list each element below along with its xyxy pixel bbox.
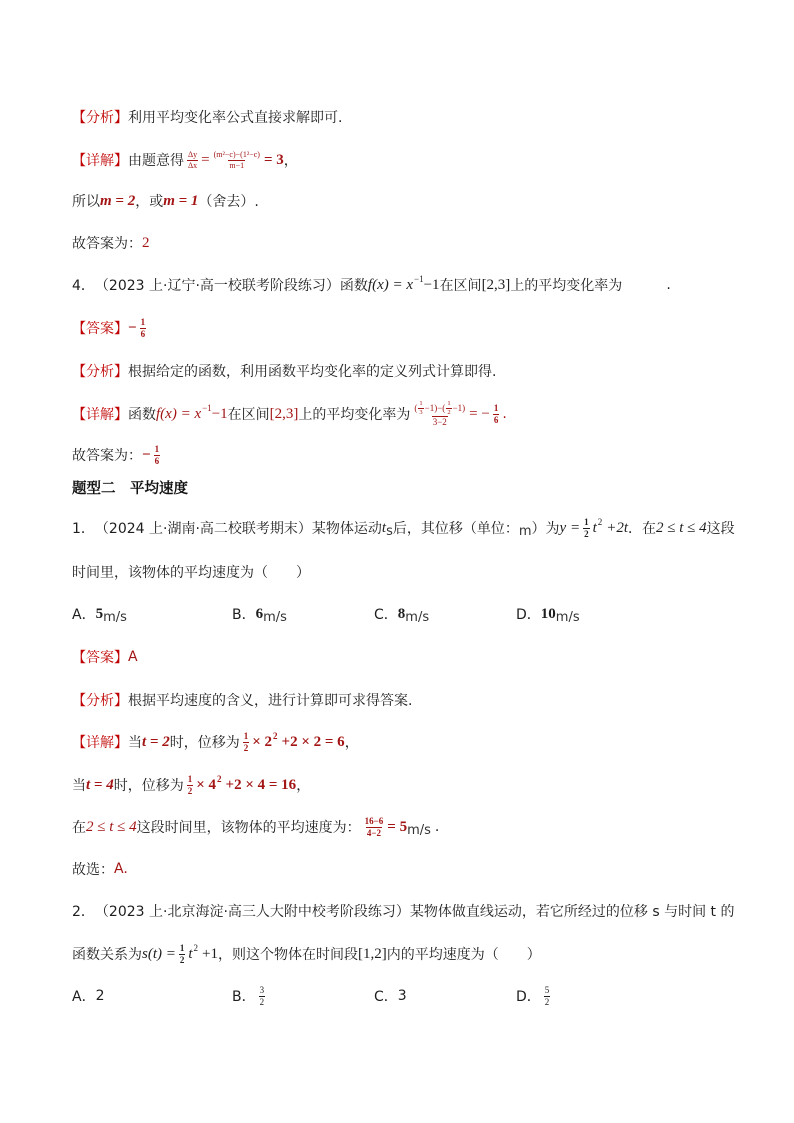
analysis-tag: 【分析】 bbox=[72, 364, 128, 380]
option-fraction bbox=[259, 985, 266, 1007]
half-fraction bbox=[243, 731, 250, 753]
fraction-denominator: 2 bbox=[447, 408, 451, 416]
q2-stem-line-2 bbox=[72, 940, 541, 968]
question-number: 1． bbox=[72, 521, 95, 537]
option-b bbox=[232, 600, 287, 628]
y-equals: y = bbox=[559, 519, 581, 536]
analysis-tag: 【分析】 bbox=[72, 693, 128, 709]
stem-text: 函数关系为 bbox=[72, 947, 142, 963]
detail-result: = 3 bbox=[263, 151, 284, 168]
option-c bbox=[374, 600, 429, 628]
detail-end: . bbox=[434, 819, 440, 835]
half-fraction bbox=[179, 943, 186, 965]
interval: [2,3] bbox=[269, 405, 299, 422]
q1-stem-line-1 bbox=[72, 514, 735, 542]
stem-text: 上的平均变化率为 bbox=[510, 278, 623, 294]
function-tail: −1 bbox=[423, 276, 440, 293]
final-answer-label: 故答案为： bbox=[72, 448, 142, 464]
detail-tag: 【详解】 bbox=[72, 153, 128, 169]
prev-final-answer-line bbox=[72, 229, 150, 257]
fraction-numerator: 5 bbox=[544, 985, 550, 996]
stem-text: ，则这个物体在时间段 bbox=[218, 947, 359, 963]
option-value: 2 bbox=[95, 988, 105, 1004]
question-number: 2． bbox=[72, 904, 95, 920]
option-unit: m/s bbox=[555, 609, 580, 625]
stem-text: 内的平均速度为（ ） bbox=[386, 947, 541, 963]
velocity-fraction bbox=[364, 816, 385, 838]
detail-end: ， bbox=[283, 153, 298, 169]
fraction-numerator: Δy bbox=[188, 150, 198, 160]
conclusion-mid: ，或 bbox=[135, 194, 164, 210]
q2-stem-line-1 bbox=[72, 897, 735, 925]
fraction-numerator: 1 bbox=[179, 943, 185, 954]
time-range: 2 ≤ t ≤ 4 bbox=[656, 519, 707, 536]
q1-conclusion-line bbox=[72, 855, 128, 883]
exponent: 2 bbox=[193, 943, 199, 953]
detail-tag: 【详解】 bbox=[72, 407, 128, 423]
fraction-numerator: 1 bbox=[154, 444, 160, 455]
exponent: −1 bbox=[202, 403, 212, 413]
stem-end: . bbox=[666, 277, 671, 293]
exponent: 2 bbox=[217, 774, 222, 784]
time-variable: t bbox=[381, 519, 387, 536]
minus-sign: − bbox=[128, 319, 137, 336]
answer-fraction bbox=[140, 317, 147, 339]
option-d bbox=[516, 600, 580, 628]
fraction-numerator: 3 bbox=[259, 985, 265, 996]
function-expression: f(x) = x bbox=[156, 405, 202, 422]
function-tail: −1 bbox=[211, 405, 228, 422]
q1-analysis-line bbox=[72, 686, 412, 714]
detail-text: 时，位移为 bbox=[169, 735, 240, 751]
displacement-unit: m bbox=[518, 523, 532, 539]
stem-text: ）为 bbox=[531, 521, 560, 537]
fraction-denominator: 2 bbox=[179, 954, 185, 965]
fraction-numerator: 1 bbox=[493, 403, 499, 414]
t-variable: t bbox=[188, 945, 193, 962]
option-unit: m/s bbox=[103, 609, 127, 625]
fraction-denominator: 2 bbox=[259, 996, 265, 1007]
option-letter: C． bbox=[374, 989, 398, 1005]
math-m-value: m = 1 bbox=[163, 192, 199, 209]
option-a bbox=[72, 982, 105, 1010]
q4-stem-line bbox=[72, 271, 671, 299]
function-expression: s(t) = bbox=[142, 945, 176, 962]
section-title: 题型二 平均速度 bbox=[72, 480, 188, 497]
conclusion-pre: 所以 bbox=[72, 194, 100, 210]
exponent: 2 bbox=[597, 517, 603, 527]
analysis-text: 根据给定的函数，利用函数平均变化率的定义列式计算即得. bbox=[128, 364, 497, 380]
detail-text: 当 bbox=[128, 735, 142, 751]
stem-text: 时间里，该物体的平均速度为（ ） bbox=[72, 565, 310, 581]
fraction-denominator: 6 bbox=[140, 328, 146, 339]
expression-part: × 2 bbox=[252, 733, 273, 750]
fraction-numerator: 1 bbox=[140, 317, 146, 328]
q1-options bbox=[72, 600, 692, 628]
question-source: （2024 上·湖南·高二校联考期末） bbox=[94, 521, 312, 537]
fraction-denominator: 2 bbox=[243, 742, 249, 753]
option-d bbox=[516, 982, 553, 1010]
fraction-numerator: 1 bbox=[187, 774, 193, 785]
fraction-denominator: 6 bbox=[154, 455, 160, 466]
prev-analysis-line bbox=[72, 103, 342, 131]
fraction-numerator: 1 bbox=[447, 400, 451, 408]
conclusion-label: 故选： bbox=[72, 862, 114, 878]
fraction-numerator: 16−6 bbox=[364, 816, 384, 827]
stem-text: 在区间 bbox=[439, 278, 482, 294]
expression-part: +2 × 4 = 16 bbox=[225, 776, 297, 793]
detail-end: ， bbox=[344, 735, 359, 751]
exponent: −1 bbox=[414, 274, 424, 284]
half-fraction bbox=[187, 774, 194, 796]
fraction-numerator bbox=[413, 400, 466, 416]
difference-fraction bbox=[213, 150, 261, 169]
equals-minus: = − bbox=[469, 405, 490, 422]
option-unit: m/s bbox=[263, 609, 287, 625]
q2-options bbox=[72, 982, 692, 1010]
option-value: 5 bbox=[95, 605, 104, 622]
detail-text: 在区间 bbox=[227, 407, 270, 423]
q1-answer-line bbox=[72, 643, 138, 671]
final-answer-label: 故答案为： bbox=[72, 236, 142, 252]
detail-tag: 【详解】 bbox=[72, 735, 128, 751]
fraction-numerator: 1 bbox=[243, 731, 249, 742]
fraction-denominator: Δx bbox=[188, 160, 198, 170]
option-fraction bbox=[544, 985, 551, 1007]
option-c bbox=[374, 982, 407, 1010]
inner-fraction bbox=[418, 400, 423, 416]
detail-text: 这段时间里，该物体的平均速度为： bbox=[136, 820, 361, 836]
fraction-denominator: 3 bbox=[419, 408, 423, 416]
option-value: 3 bbox=[397, 988, 407, 1004]
stem-text: 这段 bbox=[706, 521, 735, 537]
fraction-denominator: 6 bbox=[493, 414, 499, 425]
time-condition: t = 4 bbox=[86, 776, 114, 793]
q1-stem-line-2 bbox=[72, 558, 310, 586]
fraction-numerator: 1 bbox=[584, 517, 589, 528]
numerator-middle: −1)−( bbox=[424, 403, 446, 414]
stem-text: ．在 bbox=[628, 521, 657, 537]
result-fraction bbox=[493, 403, 500, 425]
answer-tag: 【答案】 bbox=[72, 321, 128, 337]
detail-end: ， bbox=[296, 778, 311, 794]
prev-conclusion-line bbox=[72, 187, 259, 215]
stem-text: 某物体运动 bbox=[311, 521, 382, 537]
option-value: 10 bbox=[540, 605, 556, 622]
analysis-text: 利用平均变化率公式直接求解即可. bbox=[128, 110, 343, 126]
time-condition: t = 2 bbox=[142, 733, 170, 750]
section-title-line bbox=[72, 473, 188, 501]
fraction-numerator: 1 bbox=[419, 400, 423, 408]
fraction-denominator: 3−2 bbox=[432, 417, 447, 428]
option-b bbox=[232, 982, 268, 1010]
expression-tail: +2t bbox=[606, 519, 629, 536]
question-number: 4． bbox=[72, 278, 95, 294]
option-letter: D． bbox=[516, 989, 541, 1005]
q4-answer-line bbox=[72, 314, 149, 342]
minus-sign: − bbox=[142, 446, 151, 463]
option-letter: B． bbox=[232, 607, 256, 623]
answer-tag: 【答案】 bbox=[72, 650, 128, 666]
t-variable: t bbox=[592, 519, 597, 536]
detail-text: 上的平均变化率为 bbox=[298, 407, 411, 423]
delta-fraction bbox=[187, 150, 198, 169]
half-fraction bbox=[583, 517, 590, 539]
math-m-value: m = 2 bbox=[100, 192, 136, 209]
option-letter: B． bbox=[232, 989, 256, 1005]
expression-part: +2 × 2 = 6 bbox=[281, 733, 345, 750]
fraction-denominator: 2 bbox=[584, 528, 589, 539]
option-a bbox=[72, 600, 127, 628]
fraction-denominator: 2 bbox=[187, 785, 193, 796]
analysis-tag: 【分析】 bbox=[72, 110, 128, 126]
stem-text: 某物体做直线运动，若它所经过的位移 s 与时间 t 的 bbox=[409, 904, 735, 920]
equals-sign: = bbox=[201, 151, 210, 168]
fraction-numerator: (m²−c)−(1²−c) bbox=[213, 150, 260, 160]
velocity-result: = 5 bbox=[387, 818, 408, 835]
fraction-denominator: 4−2 bbox=[366, 827, 382, 838]
detail-text: 时，位移为 bbox=[113, 778, 184, 794]
time-range: 2 ≤ t ≤ 4 bbox=[86, 818, 137, 835]
rate-fraction bbox=[413, 400, 466, 427]
inner-fraction bbox=[446, 400, 451, 416]
detail-end: . bbox=[502, 406, 507, 422]
option-letter: A． bbox=[72, 607, 96, 623]
expression-part: × 4 bbox=[196, 776, 217, 793]
detail-text: 当 bbox=[72, 778, 86, 794]
q4-detail-line bbox=[72, 400, 507, 428]
detail-text: 在 bbox=[72, 820, 86, 836]
fraction-denominator: m−1 bbox=[229, 160, 245, 170]
stem-text: 函数 bbox=[339, 278, 368, 294]
q1-detail-line-3 bbox=[72, 813, 439, 841]
paren-open: ( bbox=[414, 403, 418, 414]
fraction-denominator: 2 bbox=[544, 996, 550, 1007]
function-expression: f(x) = x bbox=[367, 276, 414, 293]
final-answer-fraction bbox=[154, 444, 161, 466]
q4-final-answer-line bbox=[72, 441, 163, 469]
option-letter: D． bbox=[516, 607, 541, 623]
interval: [1,2] bbox=[358, 945, 387, 962]
expression-tail: +1 bbox=[202, 945, 219, 962]
velocity-unit: m/s bbox=[407, 822, 431, 838]
exponent: 2 bbox=[273, 731, 278, 741]
analysis-text: 根据平均速度的含义，进行计算即可求得答案. bbox=[128, 693, 413, 709]
interval: [2,3] bbox=[481, 276, 511, 293]
option-value: 6 bbox=[255, 605, 264, 622]
q4-analysis-line bbox=[72, 357, 496, 385]
option-letter: C． bbox=[374, 607, 398, 623]
conclusion-end: （舍去）. bbox=[198, 194, 259, 210]
final-answer-value: 2 bbox=[142, 234, 150, 251]
detail-text: 由题意得 bbox=[128, 153, 184, 169]
option-value: 8 bbox=[397, 605, 406, 622]
conclusion-value: A. bbox=[114, 861, 128, 877]
option-unit: m/s bbox=[405, 609, 430, 625]
question-source: （2023 上·辽宁·高一校联考阶段练习） bbox=[94, 278, 340, 294]
option-letter: A． bbox=[72, 989, 96, 1005]
stem-text: 后，其位移（单位： bbox=[392, 521, 519, 537]
prev-detail-line bbox=[72, 146, 298, 174]
paren-close: −1) bbox=[452, 403, 466, 414]
time-unit: s bbox=[386, 523, 393, 539]
q1-detail-line-1 bbox=[72, 728, 359, 756]
q1-detail-line-2 bbox=[72, 771, 310, 799]
detail-text: 函数 bbox=[128, 407, 156, 423]
answer-value: A bbox=[128, 649, 138, 665]
question-source: （2023 上·北京海淀·高三人大附中校考阶段练习） bbox=[94, 904, 410, 920]
